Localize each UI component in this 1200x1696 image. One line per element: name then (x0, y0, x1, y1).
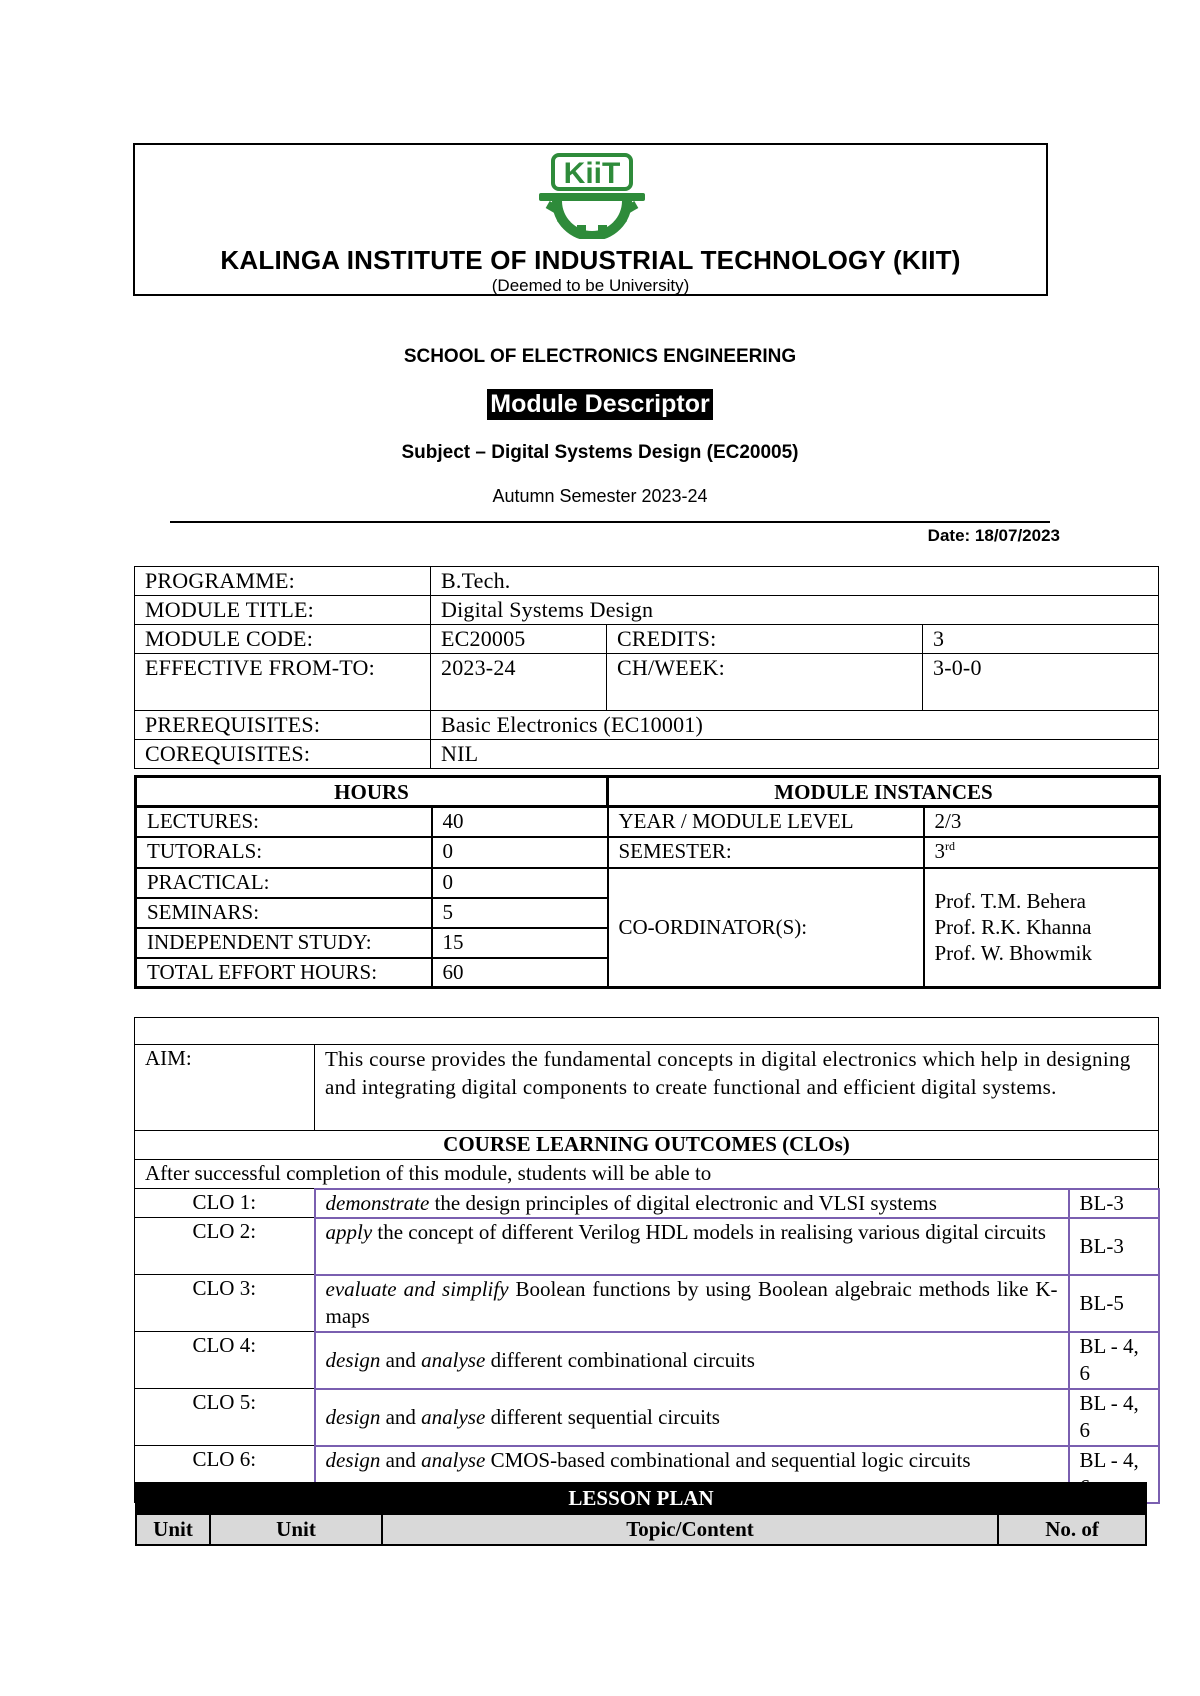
lesson-column-header: No. of (998, 1514, 1146, 1545)
module-instances-heading: MODULE INSTANCES (608, 777, 1160, 807)
lectures-value: 40 (432, 807, 608, 837)
lesson-column-header: Unit (210, 1514, 382, 1545)
clo-text: CMOS-based combinational and sequential logic circuits (485, 1447, 971, 1472)
aim-clo-table (134, 1017, 1160, 1504)
lectures-label: LECTURES: (136, 807, 432, 837)
clo-connector: and (380, 1447, 422, 1472)
lesson-column-header: Unit (136, 1514, 210, 1545)
clo-label: CLO 2: (135, 1218, 315, 1275)
document-date: Date: 18/07/2023 (927, 526, 1060, 545)
total-hours-value: 60 (432, 958, 608, 988)
credits-label: CREDITS: (607, 625, 923, 654)
clo-label: CLO 4: (135, 1332, 315, 1389)
clo-verb: analyse (421, 1404, 486, 1429)
clo-description (315, 1218, 1069, 1275)
clo-verb: apply (325, 1219, 373, 1244)
clo-intro: After successful completion of this module, students will be able to (135, 1160, 1159, 1189)
aim-text: This course provides the fundamental concepts in digital electronics which help in designing and integrating digital components to create functional and efficient digital systems. (315, 1045, 1159, 1131)
credits-value: 3 (923, 625, 1159, 654)
seminars-value: 5 (432, 898, 608, 928)
logo-text: KiiT (563, 157, 621, 190)
clo-bloom-level: BL-3 (1069, 1218, 1159, 1275)
clo-label: CLO 1: (135, 1189, 315, 1218)
semester-value (924, 837, 1160, 868)
prerequisites-label: PREREQUISITES: (135, 711, 431, 740)
coordinator-label: CO-ORDINATOR(S): (608, 868, 924, 988)
hours-heading: HOURS (136, 777, 608, 807)
clo-verb: analyse (421, 1447, 486, 1472)
module-info-table (134, 566, 1159, 769)
semester-number: 3 (934, 838, 945, 863)
independent-study-label: INDEPENDENT STUDY: (136, 928, 432, 958)
effective-label: EFFECTIVE FROM-TO: (135, 654, 431, 711)
coordinator-name: Prof. T.M. Behera (934, 889, 1086, 914)
lesson-plan-table (135, 1482, 1147, 1546)
clo-description (315, 1189, 1069, 1218)
independent-study-value: 15 (432, 928, 608, 958)
module-title-label: MODULE TITLE: (135, 596, 431, 625)
clo-verb: design (325, 1347, 381, 1372)
clo-bloom-level: BL - 4, 6 (1069, 1389, 1159, 1446)
clo-verb: evaluate and simplify (325, 1276, 509, 1301)
semester-label: SEMESTER: (608, 837, 924, 868)
corequisites-label: COREQUISITES: (135, 740, 431, 769)
institute-name: KALINGA INSTITUTE OF INDUSTRIAL TECHNOLOGY (KIIT) (220, 245, 961, 275)
chweek-value: 3-0-0 (923, 654, 1159, 711)
spacer-row (135, 1018, 1159, 1045)
semester-suffix: rd (945, 838, 955, 853)
total-hours-label: TOTAL EFFORT HOURS: (136, 958, 432, 988)
programme-label: PROGRAMME: (135, 567, 431, 596)
tutorials-value: 0 (432, 837, 608, 868)
school-name: SCHOOL OF ELECTRONICS ENGINEERING (403, 346, 797, 367)
clo-label: CLO 3: (135, 1275, 315, 1332)
institute-header-box (133, 143, 1048, 296)
institute-subtitle: (Deemed to be University) (491, 276, 690, 295)
prerequisites-value: Basic Electronics (EC10001) (431, 711, 1159, 740)
clo-text: the design principles of digital electronic and VLSI systems (429, 1190, 937, 1215)
corequisites-value: NIL (431, 740, 1159, 769)
coordinator-name: Prof. R.K. Khanna (934, 915, 1092, 940)
coordinator-name: Prof. W. Bhowmik (934, 941, 1093, 966)
kiit-logo-icon (527, 151, 657, 239)
clo-text: Boolean functions by using Boolean algebraic methods like K-maps (325, 1276, 1058, 1328)
chweek-label: CH/WEEK: (607, 654, 923, 711)
divider-rule (170, 521, 1050, 523)
clo-text: different combinational circuits (485, 1347, 755, 1372)
practical-value: 0 (432, 868, 608, 898)
aim-label: AIM: (135, 1045, 315, 1131)
subject-line: Subject – Digital Systems Design (EC20005) (401, 442, 799, 463)
hours-table (134, 775, 1161, 989)
clo-bloom-level: BL-5 (1069, 1275, 1159, 1332)
seminars-label: SEMINARS: (136, 898, 432, 928)
clo-verb: design (325, 1447, 381, 1472)
semester-line: Autumn Semester 2023-24 (492, 486, 708, 506)
clo-description (315, 1389, 1069, 1446)
clo-bloom-level: BL - 4, (1069, 1446, 1159, 1503)
clo-text: the concept of different Verilog HDL models in realising various digital circuits (372, 1219, 1046, 1244)
clo-connector: and (380, 1347, 422, 1372)
clo-bloom-level: BL-3 (1069, 1189, 1159, 1218)
coordinator-names (924, 868, 1160, 988)
clo-label: CLO 5: (135, 1389, 315, 1446)
clo-verb: demonstrate (325, 1190, 430, 1215)
practical-label: PRACTICAL: (136, 868, 432, 898)
module-title-value: Digital Systems Design (431, 596, 1159, 625)
clo-label: CLO 6: (135, 1446, 315, 1503)
clo-description (315, 1332, 1069, 1389)
year-label: YEAR / MODULE LEVEL (608, 807, 924, 837)
clo-verb: design (325, 1404, 381, 1429)
document-title: Module Descriptor (487, 389, 712, 420)
module-code-value: EC20005 (431, 625, 607, 654)
clo-text: different sequential circuits (485, 1404, 720, 1429)
tutorials-label: TUTORALS: (136, 837, 432, 868)
module-code-label: MODULE CODE: (135, 625, 431, 654)
clo-bloom-level: BL - 4, 6 (1069, 1332, 1159, 1389)
programme-value: B.Tech. (431, 567, 1159, 596)
clo-heading: COURSE LEARNING OUTCOMES (CLOs) (135, 1131, 1159, 1160)
clo-description (315, 1275, 1069, 1332)
lesson-column-header: Topic/Content (382, 1514, 998, 1545)
clo-connector: and (380, 1404, 422, 1429)
effective-value: 2023-24 (431, 654, 607, 711)
lesson-plan-title: LESSON PLAN (136, 1483, 1146, 1514)
clo-verb: analyse (421, 1347, 486, 1372)
year-value: 2/3 (924, 807, 1160, 837)
